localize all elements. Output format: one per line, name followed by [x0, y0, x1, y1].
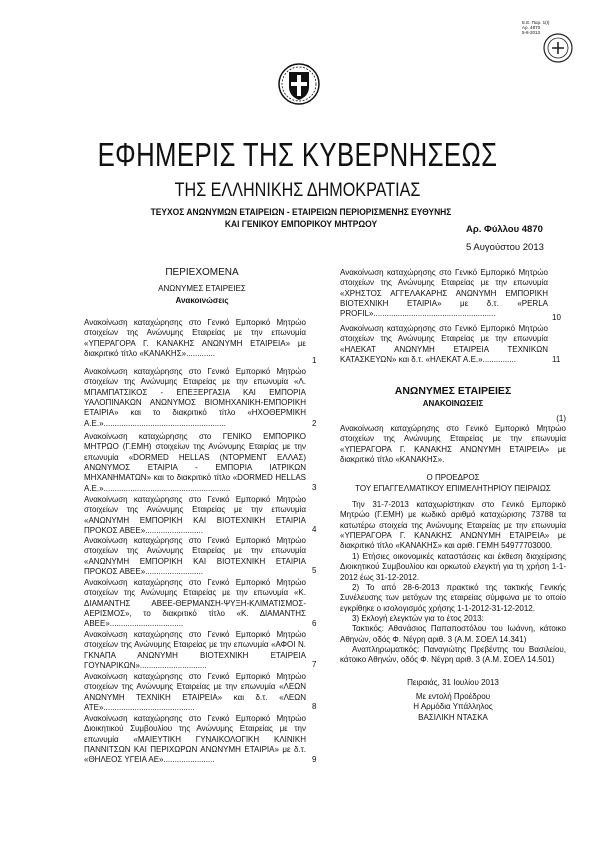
printing-office-stamp-icon [542, 32, 574, 64]
list-item[interactable] [84, 432, 306, 494]
contents-entry-text: Ανακοίνωση καταχώρησης στο Γενικό Εμπορικό Μητρώο στοιχείων της Ανώνυμης Εταιρείας με την επωνυμία «Κ. ΔΙΑΜΑΝΤΗΣ ΑΒΕΕ-ΘΕΡΜΑΝΣΗ-ΨΥΞΗ-ΚΛΙΜΑΤΙΣΜΟΣ-ΑΕΡΙΣΜΟΣ», το διακριτικό τίτλο «Κ. ΔΙΑΜΑΝΤΗΣ ΑΒΕΕ»................................. [84, 578, 306, 629]
contents-subsection: Ανακοινώσεις [175, 295, 229, 305]
greek-coat-of-arms-icon [277, 62, 321, 106]
page-number: 2 [312, 419, 317, 428]
sign-name: ΒΑΣΙΛΙΚΗ ΝΤΑΣΚΑ [418, 712, 488, 722]
item-number: (1) [556, 413, 566, 423]
newspaper-title: ΕΦΗΜΕΡΙΣ ΤΗΣ ΚΥΒΕΡΝΗΣΕΩΣ [97, 136, 498, 173]
contents-entry-text: Ανακοίνωση καταχώρησης στο Γενικό Εμπορικό Μητρώο στοιχείων της Ανώνυμης Εταιρείας με την επωνυμία «Λ. ΜΠΑΜΠΑΤΣΙΚΟΣ - ΕΠΕΞΕΡΓΑΣΙΑ ΚΑΙ ΕΜΠΟΡΙΑ ΥΑΛΟΠΙΝΑΚΩΝ ΑΝΩΝΥΜΟΣ ΒΙΟΜΗΧΑΝΙΚΗ-ΕΜΠΟΡΙΚΗ ΕΤΑΙΡΙΑ» και το διακριτικό τίτλο «ΗΧΟΘΕΡΜΙΚΗ Α.Ε.»....................................................... [84, 367, 306, 428]
contents-column [84, 268, 320, 306]
issue-series [103, 206, 499, 230]
list-item[interactable] [340, 324, 548, 365]
page-number: 11 [552, 355, 561, 364]
body-subsection-heading: ΑΝΑΚΟΙΝΩΣΕΙΣ [422, 399, 484, 409]
newspaper-subtitle: ΤΗΣ ΕΛΛΗΝΙΚΗΣ ΔΗΜΟΚΡΑΤΙΑΣ [174, 180, 421, 201]
page-number: 7 [312, 660, 317, 669]
contents-entry-text: Ανακοίνωση καταχώρησης στο Γενικό Εμπορικό Μητρώο στοιχείων της Ανώνυμης Εταιρείας με την επωνυμία «ΛΕΩΝ ΑΝΩΝΥΜΗ ΤΕΧΝΙΚΗ ΕΤΑΙΡΕΙΑ» και δ.τ. «ΛΕΩΝ ΑΤΕ»......................................... [84, 672, 306, 713]
page-number: 4 [312, 525, 317, 534]
contents-entry-text: Ανακοίνωση καταχώρησης στο Γενικό Εμπορικό Μητρώο Διοικητικού Συμβουλίου της Ανώνυμης Εταιρείας με την επωνυμία «ΜΑΙΕΥΤΙΚΗ ΓΥΝΑΙΚΟΛΟΓΙΚΗ ΚΛΙΝΙΚΗ ΠΑΝΝΙΤΣΩΝ ΚΑΙ ΠΕΡΙΧΩΡΩΝ ΑΝΩΝΥΜΗ ΕΤΑΙΡΙΑ» με δ.τ. «ΘΗΛΕΟΣ ΥΓΕΙΑ ΑΕ»....................... [84, 714, 306, 765]
list-item[interactable] [84, 714, 306, 766]
contents-entry-text: Ανακοίνωση καταχώρησης στο Γενικό Εμπορικό Μητρώο στοιχείων της Ανώνυμης Εταιρείας με την επωνυμία «ΥΠΕΡΑΓΟΡΑ Γ. ΚΑΝΑΚΗΣ ΑΝΩΝΥΜΗ ΕΤΑΙΡΕΙΑ» με διακριτικό τίτλο «ΚΑΝΑΚΗΣ»............. [84, 318, 306, 359]
contents-heading: ΠΕΡΙΕΧΟΜΕΝΑ [165, 267, 239, 278]
list-item[interactable] [84, 536, 306, 577]
right-column [340, 268, 566, 365]
stamp-line: Ε.Ε. Παρ. 1(I) [522, 20, 550, 25]
body-section-heading: ΑΝΩΝΥΜΕΣ ΕΤΑΙΡΕΙΕΣ [394, 385, 512, 397]
stamp-line: Αρ. 4870 [522, 25, 541, 30]
list-item[interactable] [84, 495, 306, 536]
issue-date: 5 Αυγούστου 2013 [466, 242, 544, 253]
contents-entry-text: Ανακοίνωση καταχώρησης στο ΓΕΝΙΚΟ ΕΜΠΟΡΙΚΟ ΜΗΤΡΩΟ (Γ.ΕΜΗ) στοιχείων της Ανώνυμης Εταιρίας με την επωνυμία «DORMED HELLAS (ΝΤΟΡΜΕΝΤ ΕΛΛΑΣ) ΑΝΩΝΥΜΟΣ ΕΤΑΙΡΙΑ - ΕΜΠΟΡΙΑ ΙΑΤΡΙΚΩΝ ΜΗΧΑΝΗΜΑΤΩΝ» και το διακριτικό τίτλο «DORMED HELLAS A.E.»......................................................... [84, 432, 306, 493]
issue-series-line: ΤΕΥΧΟΣ ΑΝΩΝΥΜΩΝ ΕΤΑΙΡΕΙΩΝ - ΕΤΑΙΡΕΙΩΝ ΠΕΡΙΟΡΙΣΜΕΝΗΣ ΕΥΘΥΝΗΣ [150, 207, 452, 217]
sign-order: Με εντολή Προέδρου [415, 691, 491, 701]
list-item[interactable] [84, 318, 306, 359]
page-number: 3 [312, 483, 317, 492]
issue-series-line: ΚΑΙ ΓΕΝΙΚΟΥ ΕΜΠΟΡΙΚΟΥ ΜΗΤΡΩΟΥ [224, 219, 378, 229]
list-item[interactable] [84, 578, 306, 630]
authority-line: Ο ΠΡΟΕΔΡΟΣ [426, 473, 480, 483]
printing-office-stamp [522, 20, 580, 72]
sign-place-date: Πειραιάς, 31 Ιουλίου 2013 [407, 677, 499, 687]
page-number: 6 [312, 619, 317, 628]
body-column [340, 386, 566, 723]
page-number: 1 [312, 356, 317, 365]
contents-entry-text: Ανακοίνωση καταχώρησης στο Γενικό Εμπορικό Μητρώο στοιχείων της Ανώνυμης Εταιρείας με την επωνυμία «ΑΝΩΝΥΜΗ ΕΜΠΟΡΙΚΗ ΚΑΙ ΒΙΟΤΕΧΝΙΚΗ ΕΤΑΙΡΙΑ ΠΡΟΚΟΣ ΑΒΕΕ».......................... [84, 495, 306, 536]
page-number: 9 [312, 755, 317, 764]
contents-list [84, 318, 320, 858]
list-item[interactable] [84, 672, 306, 713]
page-number: 5 [312, 566, 317, 575]
page-number: 8 [312, 702, 317, 711]
contents-entry-text: Ανακοίνωση καταχώρησης στο Γενικό Εμπορικό Μητρώο στοιχείων της Ανώνυμης Εταιρείας με την επωνυμία «ΑΝΩΝΥΜΗ ΕΜΠΟΡΙΚΗ ΚΑΙ ΒΙΟΤΕΧΝΙΚΗ ΕΤΑΙΡΙΑ ΠΡΟΚΟΣ ΑΒΕΕ».......................... [84, 536, 306, 577]
body-paragraph: Την 31-7-2013 καταχωρίστηκαν στο Γενικό Εμπορικό Μητρώο (Γ.ΕΜΗ) με κωδικό αριθμό καταχώρισης 73788 τα κατωτέρω στοιχεία της Ανώνυμης Εταιρείας με την επωνυμία «ΥΠΕΡΑΓΟΡΑ Γ. ΚΑΝΑΚΗΣ ΑΝΩΝΥΜΗ ΕΤΑΙΡΕΙΑ» με διακριτικό τίτλο «ΚΑΝΑΚΗΣ» και αριθ. ΓΕΜΗ 54977703000. [340, 500, 566, 551]
list-item[interactable] [84, 630, 306, 671]
list-item[interactable] [84, 367, 306, 429]
body-paragraph: 3) Εκλογή ελεγκτών για το έτος 2013: [352, 613, 484, 623]
body-paragraph: Αναπληρωματικός: Παναγιώτης Πρεβέντης του Βασιλείου, κάτοικο Αθηνών, οδός Φ. Νέγρη αριθ. 3 (Α.Μ. ΣΟΕΛ 14.501) [340, 644, 566, 665]
contents-entry-text: Ανακοίνωση καταχώρησης στο Γενικό Εμπορικό Μητρώο στοιχείων της Ανώνυμης Εταιρείας με την επωνυμία «ΗΛΕΚΑΤ ΑΝΩΝΥΜΗ ΕΤΑΙΡΕΙΑ ΤΕΧΝΙΚΩΝ ΚΑΤΑΣΚΕΥΩΝ» και δ.τ. «ΗΛΕΚΑΤ Α.Ε.»............... [340, 324, 548, 365]
list-item[interactable] [340, 268, 548, 320]
body-paragraph: Τακτικός: Αθανάσιος Παπαποστόλου του Ιωάννη, κάτοικο Αθηνών, οδός Φ. Νέγρη αριθ. 3 (Α.Μ. ΣΟΕΛ 14.341) [340, 624, 566, 644]
body-paragraph: 2) Το από 28-6-2013 πρακτικό της τακτικής Γενικής Συνέλευσης των μετόχων της εταιρείας σύμφωνα με το οποίο εγκρίθηκε ο ισολογισμός χρήσης 1-1-2012-31-12-2012. [340, 582, 566, 613]
stamp-line: 5-8-2013 [522, 30, 541, 35]
body-paragraph: 1) Ετήσιες οικονομικές καταστάσεις και έκθεση διαχείρισης Διοικητικού Συμβουλίου και ορκωτού ελεγκτή για τη χρήση 1-1-2012 έως 31-12-2012. [340, 551, 566, 582]
contents-section: ΑΝΩΝΥΜΕΣ ΕΤΑΙΡΕΙΕΣ [158, 284, 246, 294]
issue-number: Αρ. Φύλλου 4870 [466, 224, 543, 235]
authority-line: ΤΟΥ ΕΠΑΓΓΕΛΜΑΤΙΚΟΥ ΕΠΙΜΕΛΗΤΗΡΙΟΥ ΠΕΙΡΑΙΩΣ [355, 483, 551, 493]
contents-entry-text: Ανακοίνωση καταχώρησης στο Γενικό Εμπορικό Μητρώο στοιχείων της Ανώνυμης Εταιρείας με την επωνυμία «ΧΡΗΣΤΟΣ ΑΓΓΕΛΑΚΑΡΗΣ ΑΝΩΝΥΜΗ ΕΜΠΟΡΙΚΗ ΒΙΟΤΕΧΝΙΚΗ ΕΤΑΙΡΙΑ» με δ.τ. «PERLA PROFIL»....................................................... [340, 268, 548, 319]
sign-role: Η Αρμόδια Υπάλληλος [413, 702, 493, 712]
announcement-title: Ανακοίνωση καταχώρησης στο Γενικό Εμπορικό Μητρώο στοιχείων της Ανώνυμης Εταιρείας με την επωνυμία «ΥΠΕΡΑΓΟΡΑ Γ. ΚΑΝΑΚΗΣ ΑΝΩΝΥΜΗ ΕΤΑΙΡΕΙΑ» με διακριτικό τίτλο «ΚΑΝΑΚΗΣ». [340, 424, 566, 465]
contents-entry-text: Ανακοίνωση καταχώρησης στο Γενικό Εμπορικό Μητρώο στοιχείων της Ανώνυμης Εταιρείας με την επωνυμία «ΑΦΟΙ Ν. ΓΚΝΑΠΑ ΑΝΩΝΥΜΗ ΒΙΟΤΕΧΝΙΚΗ ΕΤΑΙΡΕΙΑ ΓΟΥΝΑΡΙΚΩΝ».............................. [84, 630, 306, 671]
page-number: 10 [552, 313, 561, 322]
